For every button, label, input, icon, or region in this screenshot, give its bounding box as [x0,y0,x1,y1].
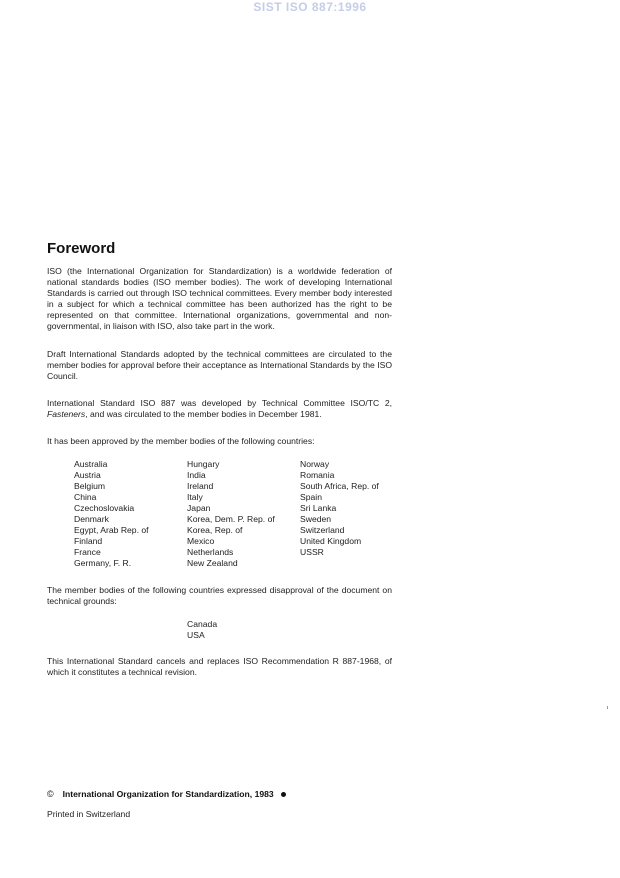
copyright-text: International Organization for Standardization, 1983 [62,789,274,799]
committee-name: Fasteners [47,409,86,419]
country-item: New Zealand [187,558,238,568]
countries-column-3 [300,459,404,569]
countries-column-1 [74,459,187,569]
copyright-line [47,789,286,799]
approving-countries-list [74,459,404,569]
country-item: Switzerland [300,525,345,535]
country-item: USA [187,630,205,640]
paragraph-disapproval: The member bodies of the following countries expressed disapproval of the document on technical grounds: [47,585,392,606]
paragraph-development [47,398,392,420]
development-text-after: , and was circulated to the member bodies in December 1981. [85,409,322,419]
country-item: India [187,470,206,480]
bullet-icon [281,792,286,797]
country-item: Spain [300,492,322,502]
country-item: Norway [300,459,330,469]
paragraph-approval: It has been approved by the member bodies of the following countries: [47,436,315,446]
country-item: Japan [187,503,211,513]
country-item: Czechoslovakia [74,503,135,513]
country-item: Finland [74,536,103,546]
country-item: Ireland [187,481,214,491]
copyright-icon: © [47,789,54,799]
scan-speck [607,706,608,709]
country-item: Egypt, Arab Rep. of [74,525,149,535]
country-item: Austria [74,470,101,480]
country-item: Sri Lanka [300,503,337,513]
country-item: South Africa, Rep. of [300,481,379,491]
country-item: United Kingdom [300,536,362,546]
country-item: Korea, Rep. of [187,525,243,535]
paragraph-revision: This International Standard cancels and replaces ISO Recommendation R 887-1968, of which it constitutes a technical revision. [47,656,392,677]
paragraph-iso-intro: ISO (the International Organization for Standardization) is a worldwide federation of national standards bodies (ISO member bodies). The work of developing International Standards is carried out through ISO technical committees. Every member body interested in a subject for which a technical committee has been authorized has the right to be represented on that committee. International organizations, governmental and non-governmental, in liaison with ISO, also take part in the work. [47,266,392,331]
country-item: Mexico [187,536,215,546]
development-text-before: International Standard ISO 887 was developed by Technical Committee ISO/TC 2, [47,398,392,408]
countries-column-2 [187,459,300,569]
country-item: Canada [187,619,218,629]
page-title: Foreword [47,240,116,257]
country-item: Sweden [300,514,332,524]
country-item: Germany, F. R. [74,558,132,568]
country-item: Korea, Dem. P. Rep. of [187,514,275,524]
country-item: Belgium [74,481,106,491]
country-item: Netherlands [187,547,234,557]
printed-in: Printed in Switzerland [47,809,131,819]
country-item: China [74,492,97,502]
watermark: SIST ISO 887:1996 [253,0,367,14]
country-item: Italy [187,492,203,502]
country-item: France [74,547,101,557]
country-item: Romania [300,470,335,480]
paragraph-draft-standards: Draft International Standards adopted by the technical committees are circulated to the member bodies for approval before their acceptance as International Standards by the ISO Council. [47,349,392,381]
country-item: USSR [300,547,324,557]
country-item: Australia [74,459,108,469]
disapproving-countries-list [187,619,217,641]
country-item: Denmark [74,514,109,524]
country-item: Hungary [187,459,220,469]
